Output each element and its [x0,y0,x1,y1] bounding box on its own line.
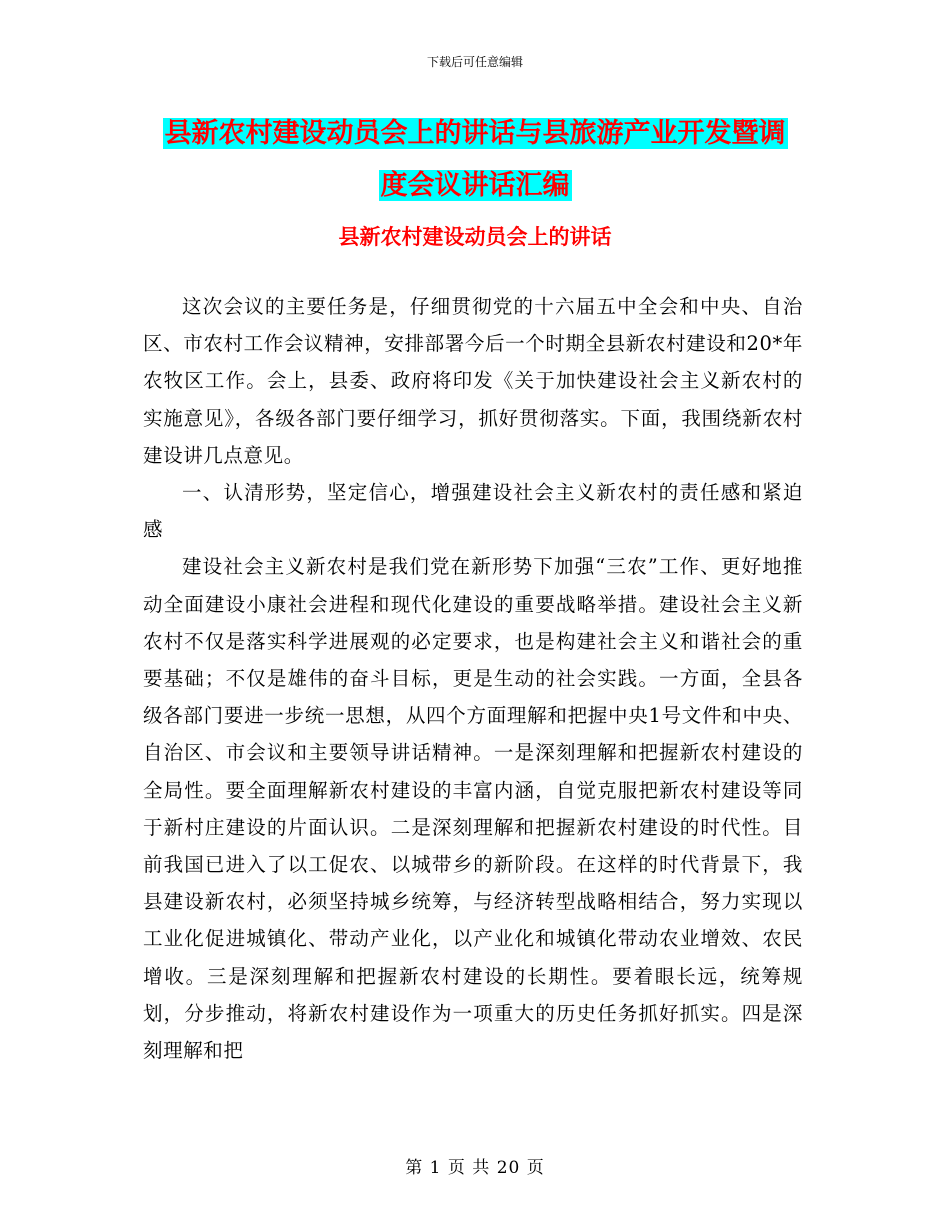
document-title [120,108,830,212]
title-line-1: 县新农村建设动员会上的讲话与县旅游产业开发暨调 [164,118,786,149]
paragraph: 这次会议的主要任务是，仔细贯彻党的十六届五中全会和中央、自治区、市农村工作会议精神，安排部署今后一个时期全县新农村建设和20*年农牧区工作。会上，县委、政府将印发《关于加快建设社会主义新农村的实施意见》，各级各部门要仔细学习，抓好贯彻落实。下面，我围绕新农村建设讲几点意见。 [143,295,803,467]
body-text [143,288,803,1069]
paragraph-heading: 一、认清形势，坚定信心，增强建设社会主义新农村的责任感和紧迫感 [143,481,803,542]
section-title: 县新农村建设动员会上的讲话 [338,224,612,249]
header-note: 下载后可任意编辑 [426,55,523,69]
page-footer: 第 1 页 共 20 页 [405,1158,545,1178]
paragraph: 建设社会主义新农村是我们党在新形势下加强“三农”工作、更好地推动全面建设小康社会进程和现代化建设的重要战略举措。建设社会主义新农村不仅是落实科学进展观的必定要求，也是构建社会主义和谐社会的重要基础；不仅是雄伟的奋斗目标，更是生动的社会实践。一方面，全县各级各部门要进一步统一思想，从四个方面理解和把握中央1号文件和中央、自治区、市会议和主要领导讲话精神。一是深刻理解和把握新农村建设的全局性。要全面理解新农村建设的丰富内涵，自觉克服把新农村建设等同于新村庄建设的片面认识。二是深刻理解和把握新农村建设的时代性。目前我国已进入了以工促农、以城带乡的新阶段。在这样的时代背景下，我县建设新农村，必须坚持城乡统筹，与经济转型战略相结合，努力实现以工业化促进城镇化、带动产业化，以产业化和城镇化带动农业增效、农民增收。三是深刻理解和把握新农村建设的长期性。要着眼长远，统筹规划，分步推动，将新农村建设作为一项重大的历史任务抓好抓实。四是深刻理解和把 [143,555,803,1063]
title-line-2: 度会议讲话汇编 [380,170,570,201]
